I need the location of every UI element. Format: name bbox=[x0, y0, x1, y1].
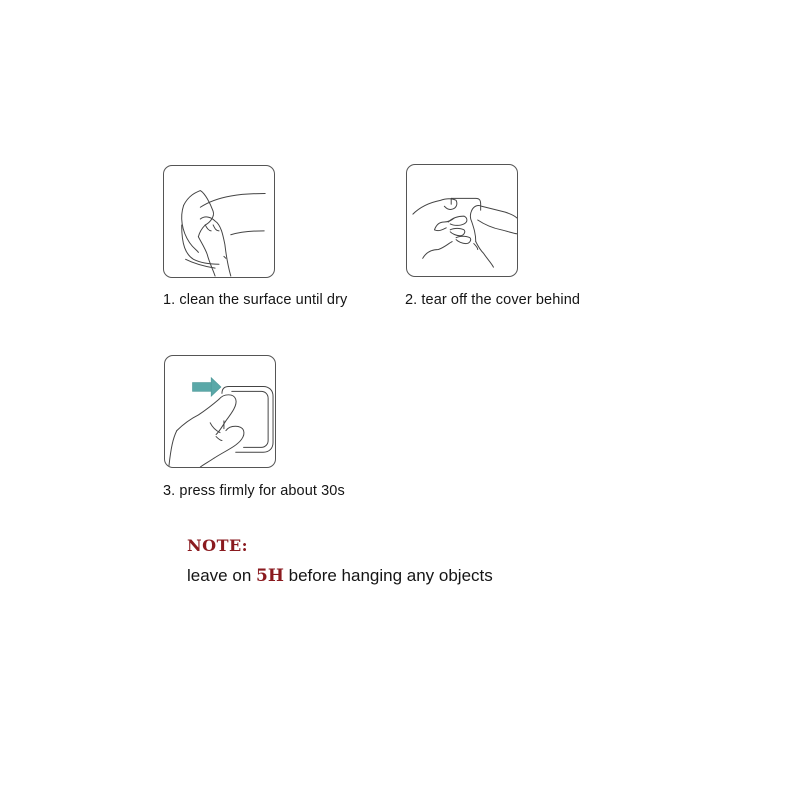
arrow-right-icon bbox=[193, 378, 221, 397]
hand-wiping-cloth-icon bbox=[164, 166, 274, 277]
hand-pressing-pad-icon bbox=[165, 356, 275, 467]
note-text-after: before hanging any objects bbox=[283, 566, 493, 585]
step-1-illustration-frame bbox=[163, 165, 275, 278]
note-text-before: leave on bbox=[187, 566, 256, 585]
note-title: NOTE: bbox=[187, 536, 249, 555]
step-3-caption: 3. press firmly for about 30s bbox=[163, 483, 345, 499]
step-3-illustration-frame bbox=[164, 355, 276, 468]
note-text bbox=[187, 566, 493, 586]
step-2-caption: 2. tear off the cover behind bbox=[405, 292, 581, 308]
hands-peeling-cover-icon bbox=[407, 165, 517, 276]
step-2-illustration-frame bbox=[406, 164, 518, 277]
note-duration-highlight: 5H bbox=[256, 566, 284, 586]
step-1-caption: 1. clean the surface until dry bbox=[163, 292, 348, 308]
